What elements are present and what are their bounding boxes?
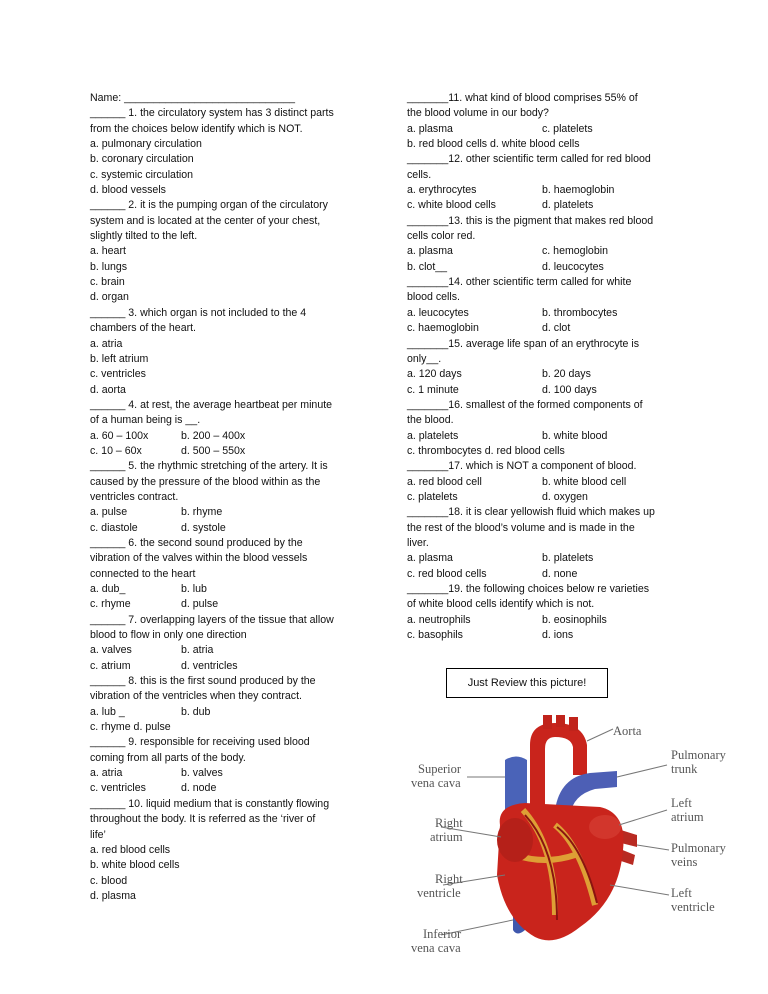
answer-choice: c. basophils	[407, 629, 463, 642]
left-text-line: caused by the pressure of the blood within as the	[90, 475, 321, 488]
left-text-line: vibration of the valves within the blood vessels	[90, 552, 308, 565]
left-answer-row	[90, 429, 372, 444]
left-text-line: vibration of the ventricles when they contract.	[90, 690, 302, 703]
right-text-line: the rest of the blood’s volume and is made in the	[407, 521, 635, 534]
label-left-ventricle-line2: ventricle	[671, 900, 715, 914]
label-pulmonary-veins-line1: Pulmonary	[671, 841, 726, 855]
answer-choice: d. 500 – 550x	[181, 444, 246, 457]
left-text-line: ______ 9. responsible for receiving used blood	[90, 736, 310, 749]
left-text-line: a. red blood cells	[90, 843, 171, 856]
answer-choice: c. 10 – 60x	[90, 444, 142, 457]
right-text-line: only__.	[407, 352, 442, 365]
aortic-branch-1	[543, 715, 552, 729]
right-text-line: _______19. the following choices below re varieties	[407, 583, 650, 595]
label-left-atrium-line2: atrium	[671, 810, 704, 824]
answer-choice: b. rhyme	[181, 506, 223, 519]
answer-choice: d. pulse	[181, 598, 219, 611]
aortic-branch-2	[556, 715, 565, 727]
answer-choice: c. platelets	[407, 490, 458, 503]
label-pulmonary-trunk-line2: trunk	[671, 762, 698, 776]
left-text-line: coming from all parts of the body.	[90, 751, 246, 764]
left-text-line: ventricles contract.	[90, 490, 179, 503]
left-text-line: ______ 2. it is the pumping organ of the circulatory	[90, 199, 328, 212]
right-answer-row	[407, 628, 687, 643]
label-left-ventricle-line1: Left	[671, 886, 692, 900]
left-answer-row	[90, 505, 372, 520]
right-answer-row	[407, 551, 687, 566]
answer-choice: d. systole	[181, 521, 226, 534]
left-text-line: ______ 8. this is the first sound produced by the	[90, 675, 316, 688]
answer-choice: a. erythrocytes	[407, 184, 477, 197]
answer-choice: a. valves	[90, 644, 132, 657]
right-text-line: _______11. what kind of blood comprises 55% of	[407, 92, 638, 104]
right-text-line: _______14. other scientific term called for white	[407, 276, 632, 289]
label-right-ventricle-line2: ventricle	[417, 886, 461, 900]
label-pulmonary-veins-line2: veins	[671, 855, 698, 869]
answer-choice: b. valves	[181, 767, 223, 780]
answer-choice: a. lub _	[90, 705, 125, 718]
left-answer-row	[90, 705, 372, 720]
left-answer-row	[90, 444, 372, 459]
left-text-line: of a human being is __.	[90, 414, 201, 427]
left-text-line: c. ventricles	[90, 368, 146, 381]
left-question-column	[90, 91, 372, 904]
answer-choice: a. neutrophils	[407, 613, 471, 626]
left-answer-row	[90, 582, 372, 597]
right-text-line: _______15. average life span of an erythrocyte is	[407, 337, 640, 350]
answer-choice: d. none	[542, 567, 578, 580]
left-answer-row	[90, 766, 372, 781]
left-text-line: c. rhyme d. pulse	[90, 721, 171, 734]
right-text-line: blood cells.	[407, 291, 460, 304]
right-answer-row	[407, 567, 687, 582]
aortic-branch-3	[569, 717, 578, 731]
label-right-atrium-line2: atrium	[430, 830, 463, 844]
left-text-line: ______ 5. the rhythmic stretching of the artery. It is	[90, 460, 328, 473]
label-left-atrium-line1: Left	[671, 796, 692, 810]
left-text-line: ______ 1. the circulatory system has 3 distinct parts	[90, 107, 334, 120]
answer-choice: c. diastole	[90, 521, 138, 534]
answer-choice: d. ions	[542, 629, 574, 642]
left-text-line: slightly tilted to the left.	[90, 230, 198, 243]
answer-choice: c. atrium	[90, 659, 131, 672]
answer-choice: a. plasma	[407, 552, 453, 565]
left-answer-row	[90, 521, 372, 536]
left-text-line: c. systemic circulation	[90, 168, 194, 181]
answer-choice: a. dub_	[90, 583, 126, 595]
right-text-line: the blood.	[407, 414, 454, 427]
answer-choice: c. platelets	[542, 122, 593, 135]
label-inferior-vena-cava-line2: vena cava	[411, 941, 461, 955]
right-answer-row	[407, 383, 687, 398]
answer-choice: d. clot	[542, 322, 571, 335]
left-text-line: d. blood vessels	[90, 184, 166, 197]
answer-choice: b. 20 days	[542, 368, 591, 381]
answer-choice: b. atria	[181, 644, 214, 657]
left-answer-row	[90, 597, 372, 612]
label-right-atrium-line1: Right	[435, 816, 463, 830]
left-text-line: blood to flow in only one direction	[90, 629, 247, 642]
left-text-line: a. heart	[90, 245, 126, 258]
right-text-line: of white blood cells identify which is not.	[407, 598, 595, 611]
heart-anatomy-diagram	[405, 715, 755, 965]
answer-choice: b. haemoglobin	[542, 184, 615, 197]
right-text-line: b. red blood cells d. white blood cells	[407, 138, 580, 151]
right-text-line: liver.	[407, 536, 429, 549]
answer-choice: b. eosinophils	[542, 613, 607, 626]
answer-choice: c. red blood cells	[407, 567, 487, 580]
left-text-line: ______ 10. liquid medium that is constantly flowing	[90, 797, 330, 810]
right-text-line: cells.	[407, 168, 432, 181]
right-atrium-shape	[497, 818, 533, 862]
label-right-ventricle-line1: Right	[435, 872, 463, 886]
label-inferior-vena-cava-line1: Inferior	[423, 927, 462, 941]
answer-choice: d. leucocytes	[542, 260, 604, 273]
answer-choice: b. thrombocytes	[542, 306, 618, 319]
left-text-line: Name: _____________________________	[90, 92, 296, 104]
left-text-line: life’	[90, 828, 106, 841]
answer-choice: b. platelets	[542, 552, 594, 565]
left-text-line: d. organ	[90, 291, 129, 304]
left-atrium-shape	[589, 815, 621, 839]
label-superior-vena-cava-line2: vena cava	[411, 776, 461, 790]
right-answer-row	[407, 367, 687, 382]
answer-choice: b. white blood	[542, 429, 608, 442]
label-aorta: Aorta	[613, 724, 642, 738]
left-text-line: connected to the heart	[90, 567, 196, 580]
left-text-line: from the choices below identify which is NOT.	[90, 122, 303, 135]
answer-choice: d. platelets	[542, 199, 594, 212]
left-text-line: throughout the body. It is referred as the ‘river of	[90, 813, 316, 826]
left-text-line: system and is located at the center of your chest,	[90, 214, 321, 227]
right-answer-row	[407, 244, 687, 259]
right-question-column	[407, 91, 687, 643]
answer-choice: d. 100 days	[542, 383, 597, 396]
answer-choice: a. plasma	[407, 245, 453, 258]
answer-choice: d. ventricles	[181, 659, 238, 672]
right-answer-row	[407, 490, 687, 505]
answer-choice: a. leucocytes	[407, 306, 469, 319]
answer-choice: b. white blood cell	[542, 475, 627, 488]
answer-choice: d. node	[181, 782, 217, 795]
right-text-line: cells color red.	[407, 230, 476, 243]
left-text-line: b. lungs	[90, 260, 128, 273]
answer-choice: c. rhyme	[90, 598, 131, 611]
label-pulmonary-trunk-line1: Pulmonary	[671, 748, 726, 762]
left-answer-row	[90, 781, 372, 796]
right-text-line: _______17. which is NOT a component of blood.	[407, 460, 637, 473]
right-answer-row	[407, 321, 687, 336]
review-note-box: Just Review this picture!	[446, 668, 608, 698]
left-text-line: b. left atrium	[90, 352, 149, 365]
right-answer-row	[407, 429, 687, 444]
left-answer-row	[90, 659, 372, 674]
right-text-line: _______12. other scientific term called for red blood	[407, 153, 651, 166]
answer-choice: c. white blood cells	[407, 199, 496, 212]
left-text-line: b. coronary circulation	[90, 153, 194, 166]
left-text-line: d. plasma	[90, 889, 136, 902]
answer-choice: a. pulse	[90, 506, 128, 519]
answer-choice: a. plasma	[407, 122, 453, 135]
answer-choice: c. haemoglobin	[407, 322, 479, 335]
right-text-line: _______16. smallest of the formed components of	[407, 398, 643, 411]
answer-choice: a. 60 – 100x	[90, 429, 149, 442]
left-text-line: ______ 6. the second sound produced by the	[90, 536, 303, 549]
answer-choice: a. atria	[90, 767, 123, 780]
right-answer-row	[407, 122, 687, 137]
left-text-line: c. brain	[90, 276, 125, 289]
left-text-line: b. white blood cells	[90, 859, 180, 872]
answer-choice: b. dub	[181, 705, 211, 718]
right-answer-row	[407, 613, 687, 628]
left-text-line: ______ 4. at rest, the average heartbeat per minute	[90, 398, 333, 411]
answer-choice: c. 1 minute	[407, 383, 459, 396]
right-answer-row	[407, 260, 687, 275]
answer-choice: a. red blood cell	[407, 475, 482, 488]
right-answer-row	[407, 198, 687, 213]
answer-choice: a. platelets	[407, 429, 459, 442]
right-answer-row	[407, 306, 687, 321]
right-text-line: _______13. this is the pigment that makes red blood	[407, 214, 654, 227]
answer-choice: c. ventricles	[90, 782, 146, 795]
left-text-line: chambers of the heart.	[90, 322, 196, 335]
left-text-line: a. atria	[90, 337, 123, 350]
right-text-line: _______18. it is clear yellowish fluid which makes up	[407, 506, 655, 519]
answer-choice: a. 120 days	[407, 368, 462, 381]
label-superior-vena-cava-line1: Superior	[418, 762, 462, 776]
left-text-line: d. aorta	[90, 383, 126, 396]
answer-choice: d. oxygen	[542, 490, 588, 503]
left-text-line: a. pulmonary circulation	[90, 138, 202, 151]
left-answer-row	[90, 643, 372, 658]
right-answer-row	[407, 183, 687, 198]
answer-choice: b. lub	[181, 583, 207, 595]
left-text-line: ______ 3. which organ is not included to the 4	[90, 306, 307, 319]
answer-choice: b. 200 – 400x	[181, 429, 246, 442]
answer-choice: b. clot__	[407, 260, 448, 273]
left-text-line: c. blood	[90, 874, 128, 887]
right-answer-row	[407, 475, 687, 490]
left-text-line: ______ 7. overlapping layers of the tissue that allow	[90, 613, 334, 626]
right-text-line: the blood volume in our body?	[407, 107, 549, 120]
answer-choice: c. hemoglobin	[542, 245, 608, 258]
right-text-line: c. thrombocytes d. red blood cells	[407, 444, 565, 457]
